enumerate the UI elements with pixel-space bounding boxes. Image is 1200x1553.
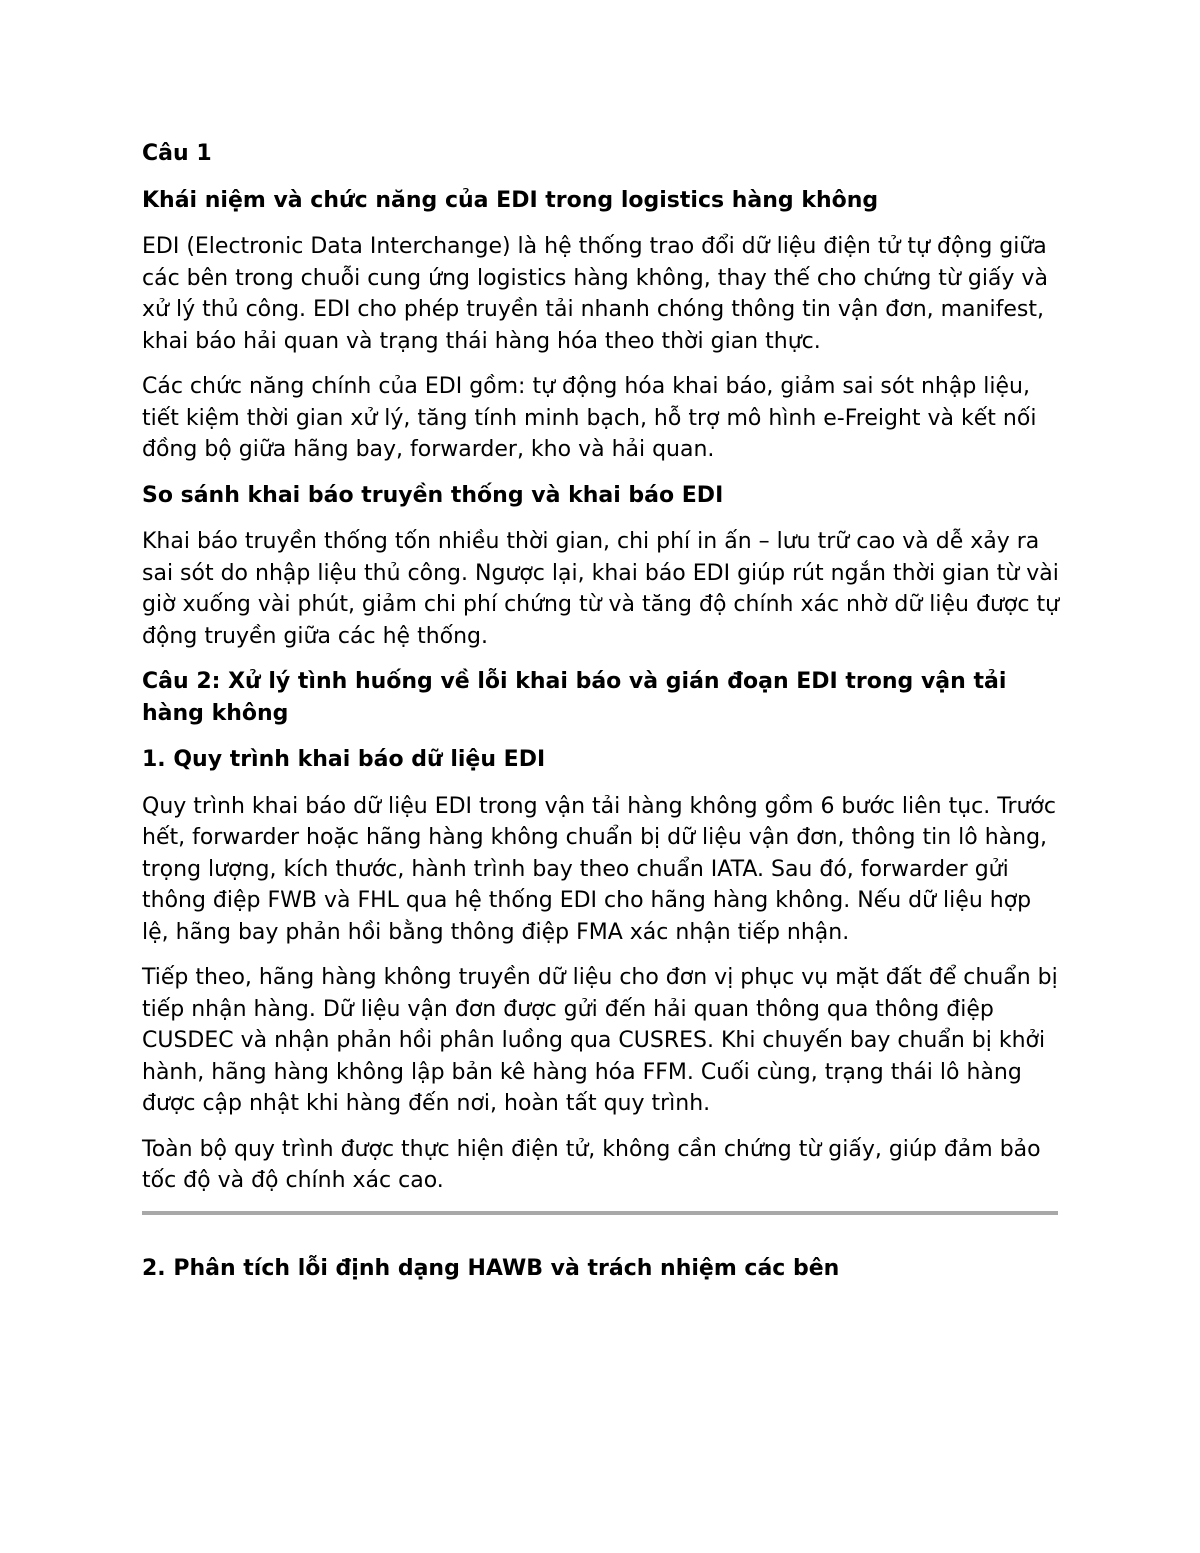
horizontal-divider [142,1211,1058,1215]
paragraph-comparison: Khai báo truyền thống tốn nhiều thời gian, chi phí in ấn – lưu trữ cao và dễ xảy ra sai sót do nhập liệu thủ công. Ngược lại, khai báo EDI giúp rút ngắn thời gian từ vài giờ xuống vài phút, giảm chi phí chứng từ và tăng độ chính xác nhờ dữ liệu được tự động truyền giữa các hệ thống. [142,529,1060,649]
question-2-title: Câu 2: Xử lý tình huống về lỗi khai báo và gián đoạn EDI trong vận tải hàng không [142,669,1007,726]
section-heading-edi-concept: Khái niệm và chức năng của EDI trong logistics hàng không [142,187,879,213]
section-heading-edi-process: 1. Quy trình khai báo dữ liệu EDI [142,747,546,772]
section-heading-hawb-errors: 2. Phân tích lỗi định dạng HAWB và trách nhiệm các bên [142,1255,840,1281]
paragraph-process-summary: Toàn bộ quy trình được thực hiện điện tử, không cần chứng từ giấy, giúp đảm bảo tốc độ và độ chính xác cao. [142,1136,1041,1193]
paragraph-edi-definition: EDI (Electronic Data Interchange) là hệ thống trao đổi dữ liệu điện tử tự động giữa các bên trong chuỗi cung ứng logistics hàng không, thay thế cho chứng từ giấy và xử lý thủ công. EDI cho phép truyền tải nhanh chóng thông tin vận đơn, manifest, khai báo hải quan và trạng thái hàng hóa theo thời gian thực. [142,234,1048,354]
paragraph-edi-functions: Các chức năng chính của EDI gồm: tự động hóa khai báo, giảm sai sót nhập liệu, tiết kiệm thời gian xử lý, tăng tính minh bạch, hỗ trợ mô hình e-Freight và kết nối đồng bộ giữa hãng bay, forwarder, kho và hải quan. [142,374,1037,462]
paragraph-process-part-1: Quy trình khai báo dữ liệu EDI trong vận tải hàng không gồm 6 bước liên tục. Trước hết, forwarder hoặc hãng hàng không chuẩn bị dữ liệu vận đơn, thông tin lô hàng, trọng lượng, kích thước, hành trình bay theo chuẩn IATA. Sau đó, forwarder gửi thông điệp FWB và FHL qua hệ thống EDI cho hãng hàng không. Nếu dữ liệu hợp lệ, hãng bay phản hồi bằng thông điệp FMA xác nhận tiếp nhận. [142,793,1056,945]
document-page [142,138,1060,1299]
question-1-title: Câu 1 [142,141,212,166]
paragraph-process-part-2: Tiếp theo, hãng hàng không truyền dữ liệu cho đơn vị phục vụ mặt đất để chuẩn bị tiếp nhận hàng. Dữ liệu vận đơn được gửi đến hải quan thông qua thông điệp CUSDEC và nhận phản hồi phân luồng qua CUSRES. Khi chuyến bay chuẩn bị khởi hành, hãng hàng không lập bản kê hàng hóa FFM. Cuối cùng, trạng thái lô hàng được cập nhật khi hàng đến nơi, hoàn tất quy trình. [142,965,1058,1116]
section-heading-comparison: So sánh khai báo truyền thống và khai báo EDI [142,482,724,508]
